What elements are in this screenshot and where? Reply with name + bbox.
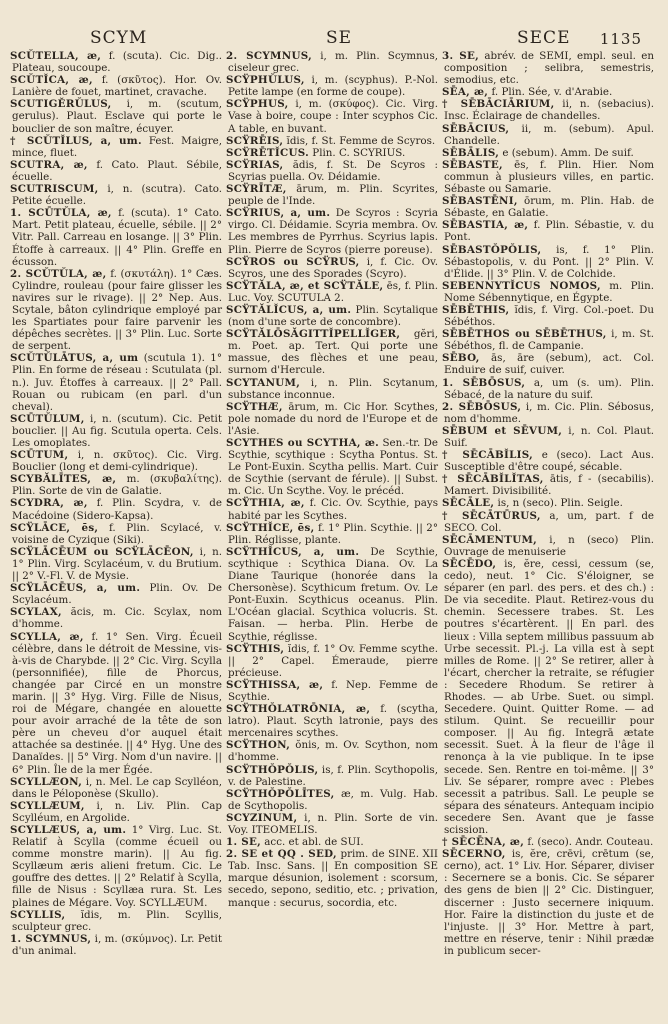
entry-definition: i, n. (scutum). Cic. Petit bouclier. || Au fig. Scutula operta. Cels. Les omoplates. xyxy=(12,412,222,449)
entry-definition: Plin. Ov. De Scylacéum. xyxy=(12,582,222,607)
entry-headword: SCŸTĂLĬCUS, a, um. xyxy=(226,303,352,316)
dictionary-entry xyxy=(228,497,438,521)
entry-definition: Plin. C. SCYRIUS. xyxy=(312,146,406,159)
entry-headword: SCŸTHIS, xyxy=(226,642,285,655)
dictionary-entry xyxy=(228,836,438,848)
entry-headword: SCŪTŬLUM, xyxy=(10,412,85,425)
entry-headword: SĒBĒTHIS, xyxy=(442,303,510,316)
dictionary-entry xyxy=(444,50,654,86)
entry-headword: SĒBASTĒNI, xyxy=(442,195,518,208)
dictionary-entry xyxy=(12,824,222,909)
dictionary-entry xyxy=(444,280,654,304)
dictionary-entry xyxy=(444,328,654,352)
dictionary-entry xyxy=(228,679,438,703)
entry-definition: Plin. Scytalique (nom d'une sorte de concombre). xyxy=(228,303,438,329)
column-left xyxy=(12,50,222,957)
entry-headword: SCYLLA, æ, xyxy=(10,630,84,643)
entry-definition: i, f. Cic. Ov. Scyros, une des Sporades (Scyro). xyxy=(228,255,438,280)
entry-headword: SCŸTHIA, æ, xyxy=(226,497,305,510)
entry-definition: f. Plin. Sée, v. d'Arabie. xyxy=(491,86,613,99)
dictionary-entry xyxy=(12,74,222,98)
entry-headword: SCYLLÆUS, a, um. xyxy=(10,824,127,836)
entry-headword: SCŸLĀCĒUM ou SCŸLĀCĒON, xyxy=(10,545,194,558)
entry-definition: ārum, m. Cic Hor. Scythes, pole nomade du nord de l'Europe et de l'Asie. xyxy=(228,400,438,437)
entry-definition: f. (seco). Andr. Couteau. xyxy=(527,836,654,849)
entry-definition: i, n. 1° Plin. Virg. Scylacéum, v. du Brutium. || 2° V.-Fl. V. de Mysie. xyxy=(12,545,222,583)
entry-headword: 1. SĒBŌSUS, xyxy=(442,376,526,389)
running-head-right: SECE xyxy=(517,28,571,48)
entry-headword: SCYBĂLĪTES, æ, xyxy=(10,473,117,486)
entry-headword: 2. SE et QQ . SED, xyxy=(226,848,337,861)
dictionary-entry xyxy=(228,848,438,908)
entry-headword: SCYLLÆUM, xyxy=(10,799,85,812)
dictionary-entry xyxy=(228,703,438,739)
dictionary-entry xyxy=(12,473,222,497)
entry-definition: is, n (seco). Plin. Seigle. xyxy=(497,497,623,510)
dictionary-entry xyxy=(444,377,654,401)
dictionary-entry xyxy=(444,86,654,98)
entry-headword: SCŸTHÆ, xyxy=(226,400,283,413)
entry-headword: SĒBASTIA, æ, xyxy=(442,219,529,232)
entry-definition: i, n. Plin. Scytanum, substance inconnue. xyxy=(228,376,438,401)
entry-headword: SCŸTHŎPŎLIS, xyxy=(226,763,319,776)
entry-definition: ădis, f. St. De Scyros : Scyrias puella. Ov. Déidamie. xyxy=(228,158,438,183)
entry-headword: SĒCĀMENTUM, xyxy=(442,533,538,546)
dictionary-entry xyxy=(12,909,222,933)
entry-definition: i, n. σκῦτος). Cic. Virg. Bouclier (long et demi-cylindrique). xyxy=(12,449,222,474)
dictionary-entry xyxy=(228,546,438,643)
entry-headword: SCŸTHĬCE, ēs, xyxy=(226,521,315,534)
entry-definition: De Scyros : Scyria virgo. Cl. Déidamie. Scyria membra. Ov. Les membres de Pyrrhus. Scyrius lapis. Plin. Pierre de Scyros (pierre poreuse). xyxy=(228,207,438,256)
dictionary-entry xyxy=(228,788,438,812)
dictionary-entry xyxy=(12,800,222,824)
entry-definition: m. (σκυβαλίτης). Plin. Sorte de vin de Galatie. xyxy=(12,473,222,498)
entry-definition: ātis, f - (secabilis). Mamert. Divisibilité. xyxy=(444,473,654,498)
entry-definition: (scutula 1). 1° Plin. En forme de réseau : Scutulata (pl. n.). Juv. Étoffes à carreaux. || 2° Pall. Rouan ou rubicam (en parl. d'un cheval). xyxy=(12,352,223,413)
entry-headword: SCYTHES ou SCYTHA, æ. xyxy=(226,437,380,449)
entry-definition: i, n. (scutra). Cato. Petite écuelle. xyxy=(12,183,222,208)
entry-definition: i, m. (σκύφος). Cic. Virg. Vase à boire, coupe : Inter scyphos Cic. A table, en buvant. xyxy=(228,98,438,135)
entry-definition: f. Cic. Ov. Scythie, pays habité par les Scythes. xyxy=(228,497,438,522)
entry-headword: SCŸTHŎPŎLĪTES, xyxy=(226,787,335,800)
dictionary-entry xyxy=(12,98,222,134)
dictionary-entry xyxy=(444,425,654,449)
entry-headword: SCŸLĀCĒUS, a, um. xyxy=(10,582,141,595)
entry-definition: i, m. Cic. Plin. Sébosus, nom d'homme. xyxy=(444,400,654,425)
dictionary-entry xyxy=(228,50,438,74)
dictionary-entry xyxy=(12,546,222,582)
dictionary-entry xyxy=(12,183,222,207)
entry-headword: SĒCĒDO, xyxy=(442,557,497,570)
entry-definition: is, f. 1° Plin. Sébastopolis, v. du Pont. || 2° Plin. V. d'Élide. || 3° Plin. V. de Colchide. xyxy=(444,243,654,280)
entry-definition: f. Nep. Femme de Scythie. xyxy=(228,678,438,703)
dictionary-entry xyxy=(444,244,654,280)
entry-definition: i, m. (σκύμνος). Lr. Petit d'un animal. xyxy=(12,932,222,957)
entry-headword: SĒA, æ, xyxy=(442,86,489,99)
entry-definition: f. (σκυτάλη). 1° Cæs. Cylindre, rouleau (pour faire glisser les navires sur le rivage). || 2° Nep. Aus. Scytale, bâton cylindrique employé par les Spartiates pour faire parvenir les dépêches secrètes. || 3° Plin. Luc. Sorte de serpent. xyxy=(12,267,223,353)
entry-definition: f. (scuta). 1° Cato. Mart. Petit plateau, écuelle, sébile. || 2° Vitr. Pall. Carreau en losange. || 3° Plin. Étoffe à carreaux. || 4° Plin. Greffe en écusson. xyxy=(12,207,222,268)
entry-headword: SCŸTHON, xyxy=(226,739,291,752)
entry-headword: SCŸRĒTĬCUS. xyxy=(226,146,309,159)
entry-definition: f. Plin. Scylacé, v. voisine de Cyzique (Siki). xyxy=(12,521,222,546)
entry-definition: is, ĕre, cessi, cessum (se, cedo), neut. 1° Cic. S'éloigner, se séparer (en parl. des pers. et des ch.) : De via secedite. Plaut. Retirez-vous du chemin. Secessere trabes. St. Les poutres s'écartèrent. || En parl. des lieux : Villa septem millibus passuum ab Urbe secessit. Pl.-j. La villa est à sept milles de Rome. || 2° Se retirer, aller à l'écart, chercher la retraite, se réfugier : Secedere Rhodum. Se retirer à Rhodes. — ab Urbe. Suet. ou simpl. Secedere. Quint. Quitter Rome. — ad stilum. Quint. Se recueillir pour composer. || Au fig. Integrā ætate secessit. Suet. À la fleur de l'âge il renonça à la vie publique. In te ipse secede. Sen. Rentre en toi-même. || 3° Liv. Se séparer, rompre avec : Plebes secessit a patribus. Sall. Le peuple se sépara des sénateurs. Antequam incipio secedere Sen. Avant que je fasse scission. xyxy=(444,557,654,836)
entry-definition: æ, m. Vulg. Hab. de Scythopolis. xyxy=(228,787,438,812)
entry-definition: a, um (s. um). Plin. Sébacé, de la nature du suif. xyxy=(444,376,654,401)
entry-headword: SCUTRISCUM, xyxy=(10,183,99,196)
entry-definition: i, n (seco) Plin. Ouvrage de menuiserie xyxy=(444,533,654,558)
entry-headword: SCŸRĒIS, xyxy=(226,134,284,147)
dictionary-entry xyxy=(228,74,438,98)
dictionary-entry xyxy=(12,135,222,159)
entry-headword: † SĒCĀBĬLĬTAS, xyxy=(442,473,544,486)
entry-headword: SCŸRIUS, a, um. xyxy=(226,207,331,220)
entry-headword: SCUTIGĔRŬLUS, xyxy=(10,98,112,111)
entry-definition: f. Plin. Sébastie, v. du Pont. xyxy=(444,219,655,244)
entry-headword: 2. SCYMNUS, xyxy=(226,50,312,62)
entry-definition: i, n. Liv. Plin. Cap Scylléum, en Argolide. xyxy=(12,799,222,824)
entry-definition: i, m. St. Sébéthos, fl. de Campanie. xyxy=(444,328,654,353)
entry-headword: † SĒCĀTŪRUS, xyxy=(442,509,541,522)
entry-headword: SĒBĀLIS, xyxy=(442,146,500,159)
entry-definition: De Scythie, scythique : Scythica Diana. Ov. La Diane Taurique (honorée dans la Chersonèse). Scythicum fretum. Ov. Le Pont-Euxin. Scythicus oceanus. Plin. L'Océan glacial. Scythica volucris. St. Faisan. — herba. Plin. Herbe de Scythie, réglisse. xyxy=(228,545,438,643)
dictionary-entry xyxy=(228,280,438,304)
dictionary-entry xyxy=(444,848,654,957)
entry-headword: SCŸTĂLŌSĂGITTĬPELLĬGER, xyxy=(226,328,401,341)
dictionary-entry xyxy=(228,256,438,280)
entry-definition: ĭdis, f. Virg. Col.-poet. Du Sébéthos. xyxy=(444,303,655,329)
dictionary-entry xyxy=(12,522,222,546)
entry-definition: ās, āre (sebum), act. Col. Enduire de suif, cuiver. xyxy=(444,352,654,377)
entry-headword: SCŸPHUS, xyxy=(226,98,289,111)
dictionary-entry xyxy=(12,776,222,800)
dictionary-entry xyxy=(228,135,438,147)
dictionary-entry xyxy=(228,812,438,836)
entry-headword: SĒBĀCIUS, xyxy=(442,122,510,135)
entry-headword: † SĒCĒNA, æ, xyxy=(442,836,525,849)
entry-headword: SCŪTUM, xyxy=(10,449,69,462)
entry-definition: i, n. Mel. Le cap Scylléon, dans le Péloponèse (Skullo). xyxy=(12,775,222,800)
entry-definition: e (seco). Lact Aus. Susceptible d'être coupé, sécable. xyxy=(444,449,654,474)
entry-definition: Sen.-tr. De Scythie, scythique : Scytha Pontus. St. Le Pont-Euxin. Scytha pellis. Mart. Cuir de Scythie (servant de férule). || Subst. m. Cic. Un Scythe. Voy. le précéd. xyxy=(228,437,438,498)
column-right xyxy=(444,50,654,957)
entry-headword: † SĒBĀCIĀRIUM, xyxy=(442,98,555,111)
entry-definition: f. 1° Plin. Scythie. || 2° Plin. Réglisse, plante. xyxy=(228,521,438,546)
dictionary-entry xyxy=(228,739,438,763)
entry-definition: ārum, m. Plin. Scyrites, peuple de l'Inde. xyxy=(228,183,438,208)
dictionary-entry xyxy=(444,159,654,195)
entry-headword: 1. SCYMNUS, xyxy=(10,932,92,945)
dictionary-entry xyxy=(12,631,222,776)
entry-definition: ii, m. (sebum). Apul. Chandelle. xyxy=(444,122,654,147)
dictionary-entry xyxy=(12,352,222,412)
dictionary-entry xyxy=(12,159,222,183)
entry-headword: SCŸRĪTÆ, xyxy=(226,183,287,196)
dictionary-entry xyxy=(12,606,222,630)
entry-definition: m. Plin. Nome Sébennytique, en Égypte. xyxy=(444,279,654,304)
entry-headword: † SĒCĀBĬLIS, xyxy=(442,449,534,462)
dictionary-entry xyxy=(444,352,654,376)
entry-definition: ĭdis, m. Plin. Scyllis, sculpteur grec. xyxy=(12,908,222,933)
entry-headword: SCUTRA, æ, xyxy=(10,158,88,171)
entry-definition: Fest. Maigre, mince, fluet. xyxy=(12,134,223,159)
entry-definition: ēs, f. Plin. Hier. Nom commun à plusieurs villes, en partic. Sébaste ou Samarie. xyxy=(444,158,654,196)
entry-definition: ĭdis, f. 1° Ov. Femme scythe. || 2° Capel. Émeraude, pierre précieuse. xyxy=(228,642,438,679)
entry-definition: ŏnis, m. Ov. Scython, nom d'homme. xyxy=(228,739,438,764)
entry-definition: i, n. Plin. Sorte de vin. Voy. ITEOMELIS. xyxy=(228,811,438,836)
dictionary-entry xyxy=(444,123,654,147)
entry-headword: SCYLLÆON, xyxy=(10,775,83,788)
entry-headword: SCŬTELLA, æ, xyxy=(10,50,102,62)
dictionary-entry xyxy=(228,522,438,546)
entry-definition: ăcis, m. Cic. Scylax, nom d'homme. xyxy=(12,606,222,631)
running-head-middle: SE xyxy=(326,28,353,48)
entry-definition: f. Cato. Plaut. Sébile, écuelle. xyxy=(12,158,222,183)
dictionary-entry xyxy=(228,764,438,788)
entry-headword: SCŸTHISSA, æ, xyxy=(226,678,324,691)
dictionary-entry xyxy=(12,50,222,74)
dictionary-entry xyxy=(228,98,438,134)
entry-headword: SCŸTHŎLATRŌNIA, æ, xyxy=(226,703,371,716)
entry-headword: SCŸROS ou SCŸRUS, xyxy=(226,255,360,268)
entry-headword: 1. SE, xyxy=(226,836,262,849)
entry-definition: f. (scuta). Cic. Dig.. Plateau, soucoupe. xyxy=(12,50,222,75)
entry-headword: SCYTANUM, xyxy=(226,376,301,389)
entry-definition: is, f. Plin. Scythopolis, v. de Palestine. xyxy=(228,763,438,788)
entry-definition: f. (σκῦτος). Hor. Ov. Lanière de fouet, martinet, cravache. xyxy=(12,74,222,99)
dictionary-entry xyxy=(12,268,222,353)
dictionary-entry xyxy=(12,413,222,449)
entry-definition: f. Plin. Scydra, v. de Macédoine (Sidero-Kapsa). xyxy=(12,497,222,522)
entry-definition: ii, n. (sebacius). Insc. Éclairage de chandelles. xyxy=(444,98,654,123)
dictionary-entry xyxy=(12,207,222,267)
dictionary-entry xyxy=(228,437,438,497)
dictionary-entry xyxy=(228,304,438,328)
entry-definition: ĭdis, f. St. Femme de Scyros. xyxy=(286,134,436,147)
dictionary-entry xyxy=(12,582,222,606)
dictionary-entry xyxy=(228,328,438,376)
entry-headword: SCYDRA, æ, xyxy=(10,497,88,510)
dictionary-entry xyxy=(444,401,654,425)
dictionary-entry xyxy=(228,377,438,401)
dictionary-entry xyxy=(12,449,222,473)
dictionary-entry xyxy=(444,534,654,558)
entry-definition: 1° Virg. Luc. St. Relatif à Scylla (comme écueil ou comme monstre marin). || Au fig. Scyllæum æris alieni fretum. Cic. Le gouffre des dettes. || 2° Relatif à Scylla, fille de Nisus : Scyllæa rura. St. Les plaines de Mégare. Voy. SCYLLÆUM. xyxy=(12,824,223,909)
entry-definition: prim. de SINE. XII Tab. Insc. Sans. || En composition SE marque désunion, isolement : scorsum, secedo, sepono, seditio, etc. ; privation, manque : securus, socordia, etc. xyxy=(228,848,439,909)
page-number: 1135 xyxy=(599,30,642,48)
column-middle xyxy=(228,50,438,957)
dictionary-entry xyxy=(444,449,654,473)
entry-headword: SĒBĒTHOS ou SĒBĒTHUS, xyxy=(442,328,607,341)
dictionary-entry xyxy=(12,497,222,521)
entry-definition: acc. et abl. de SUI. xyxy=(264,836,364,849)
entry-headword: SĒBO, xyxy=(442,352,480,365)
dictionary-entry xyxy=(444,836,654,848)
entry-headword: SCYLAX, xyxy=(10,606,62,619)
dictionary-entry xyxy=(228,147,438,159)
entry-definition: f. (scytha, latro). Plaut. Scyth latronie, pays des mercenaires scythes. xyxy=(228,703,438,740)
entry-definition: i, m. (scyphus). P.-Nol. Petite lampe (en forme de coupe). xyxy=(228,74,439,99)
entry-headword: SĒCERNO, xyxy=(442,848,506,861)
entry-headword: SĒBASTŎPŎLIS, xyxy=(442,243,542,256)
entry-definition: is, ĕre, crēvi, crētum (se, cerno), act. 1° Liv. Hor. Séparer, diviser : Secernere se a bonis. Cic. Se séparer des gens de bien || 2° Cic. Distinguer, discerner : Justo secernere iniquum. Hor. Faire la distinction du juste et de l'injuste. || 3° Hor. Mettre à part, mettre en réserve, tenir : Nihil prædæ in publicum secer- xyxy=(444,848,654,957)
entry-headword: 2. SCŬTŬLA, æ, xyxy=(10,267,107,280)
dictionary-entry xyxy=(228,159,438,183)
dictionary-entry xyxy=(444,219,654,243)
entry-definition: gĕri, m. Poet. ap. Tert. Qui porte une massue, des flèches et une peau, surnom d'Hercule. xyxy=(228,328,438,377)
entry-headword: SCŸTHĬCUS, a, um. xyxy=(226,545,360,558)
dictionary-entry xyxy=(444,510,654,534)
dictionary-entry xyxy=(444,497,654,509)
entry-definition: i, m. (scutum, gerulus). Plaut. Esclave qui porte le bouclier de son maître, écuyer. xyxy=(12,98,222,135)
text-columns xyxy=(12,50,658,957)
entry-definition: abrév. de SEMI, empl. seul. en composition ; selibra, semestris, semodius, etc. xyxy=(444,50,654,87)
entry-headword: 3. SE, xyxy=(442,50,480,62)
entry-definition: a, um, part. f de SECO. Col. xyxy=(444,509,655,534)
running-head xyxy=(12,14,658,48)
dictionary-entry xyxy=(12,933,222,957)
entry-definition: i, n. Col. Plaut. Suif. xyxy=(444,424,655,449)
entry-headword: SĒCĀLE, xyxy=(442,497,495,510)
entry-definition: e (sebum). Amm. De suif. xyxy=(502,146,634,159)
dictionary-entry xyxy=(444,98,654,122)
entry-definition: ōrum, m. Plin. Hab. de Sébaste, en Galatie. xyxy=(444,195,654,220)
entry-headword: SEBENNYTĬCUS NOMOS, xyxy=(442,279,601,292)
entry-headword: SĒBASTE, xyxy=(442,158,503,171)
dictionary-entry xyxy=(228,183,438,207)
entry-headword: 2. SĒBŌSUS, xyxy=(442,400,522,413)
dictionary-entry xyxy=(444,558,654,836)
entry-definition: f. 1° Sen. Virg. Écueil célèbre, dans le détroit de Messine, vis-à-vis de Charybde. || 2° Cic. Virg. Scylla (personnifiée), fille de Phorcus, changée par Circé en un monstre marin. || 3° Hyg. Virg. Fille de Nisus, roi de Mégare, changée en alouette pour avoir arraché de la tête de son père un cheveu d'or auquel était attachée sa destinée. || 4° Hyg. Une des Danaïdes. || 5° Virg. Nom d'un navire. || 6° Plin. Île de la mer Égée. xyxy=(12,630,223,776)
entry-headword: SCŬTŬLĀTUS, a, um xyxy=(10,352,139,365)
entry-headword: SCYLLIS, xyxy=(10,908,66,921)
entry-headword: SCŸLĀCE, ēs, xyxy=(10,521,99,534)
dictionary-entry xyxy=(444,147,654,159)
entry-headword: † SCŬTĬLUS, a, um. xyxy=(10,134,142,147)
running-head-left: SCYM xyxy=(90,28,148,48)
entry-headword: SCYZINUM, xyxy=(226,811,298,824)
entry-headword: SCŬTĬCA, æ, xyxy=(10,74,93,87)
entry-headword: SCŸRIAS, xyxy=(226,158,284,171)
entry-headword: 1. SCŪTŬLA, æ, xyxy=(10,207,112,220)
dictionary-entry xyxy=(228,643,438,679)
entry-headword: SCŸPHŬLUS, xyxy=(226,74,305,87)
dictionary-entry xyxy=(444,304,654,328)
entry-definition: ēs, f. Plin. Luc. Voy. SCUTULA 2. xyxy=(228,279,438,304)
dictionary-entry xyxy=(228,207,438,255)
dictionary-entry xyxy=(444,195,654,219)
dictionary-entry xyxy=(228,401,438,437)
dictionary-entry xyxy=(444,473,654,497)
entry-headword: SĒBUM et SĒVUM, xyxy=(442,424,563,437)
entry-headword: SCŸTĂLA, æ, et SCŸTĂLE, xyxy=(226,279,384,292)
entry-definition: i, m. Plin. Scymnus, ciseleur grec. xyxy=(228,50,438,75)
